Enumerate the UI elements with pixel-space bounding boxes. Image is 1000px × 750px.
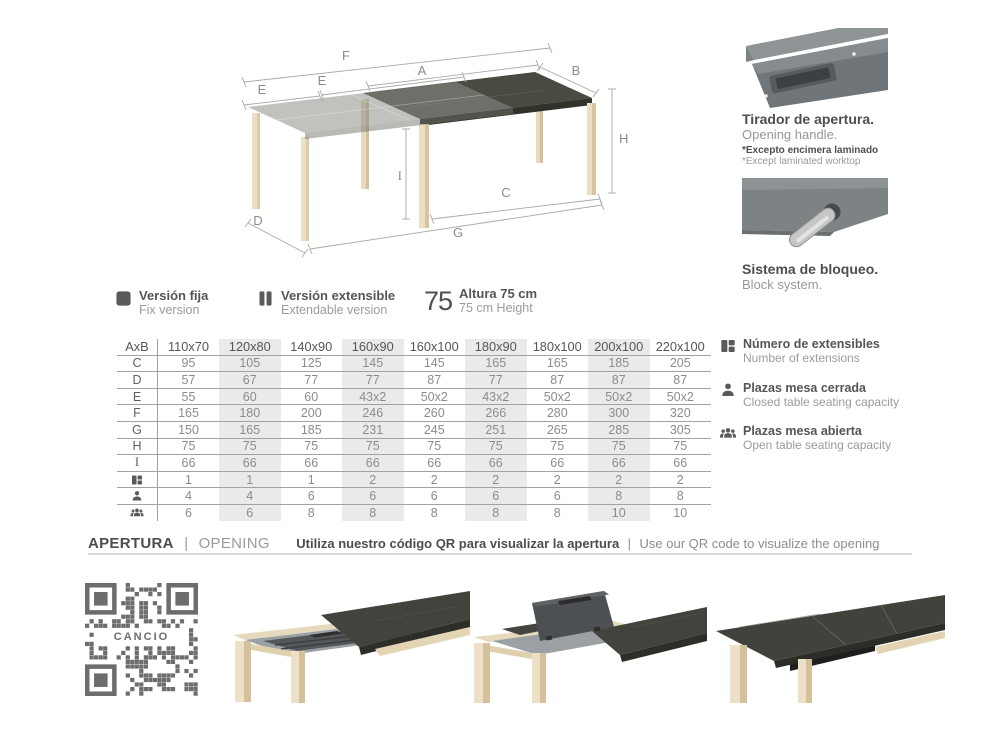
dim-label-A: A	[417, 63, 427, 78]
table-cell: 8	[588, 488, 650, 505]
table-cell: 185	[281, 421, 343, 438]
table-cell: 77	[465, 372, 527, 389]
block-system-title: Sistema de bloqueo.	[742, 261, 879, 277]
table-cell: 105	[219, 355, 281, 372]
closed-seats-subtitle: Closed table seating capacity	[743, 395, 900, 409]
table-cell: 8	[342, 504, 404, 520]
table-cell: 4	[158, 488, 220, 505]
table-cell: 50x2	[527, 388, 589, 405]
table-header-size: 220x100	[650, 339, 712, 355]
table-cell: 2	[650, 471, 712, 488]
table-header-size: 180x90	[465, 339, 527, 355]
opening-handle-note-es: *Excepto encimera laminado	[742, 145, 879, 156]
dim-label-G: G	[452, 225, 464, 240]
dim-label-C: C	[501, 185, 511, 200]
dim-label-E1: E	[257, 82, 267, 97]
table-cell: 260	[404, 405, 466, 422]
table-header-size: 180x100	[527, 339, 589, 355]
table-row	[117, 455, 711, 472]
extensions-icon	[131, 474, 143, 486]
table-cell: 66	[650, 455, 712, 472]
opening-step-3-photo	[700, 585, 945, 713]
extensible-version-icon	[257, 290, 274, 307]
table-row	[117, 488, 711, 505]
legend-extensible-version	[257, 289, 395, 317]
table-cell: 66	[404, 455, 466, 472]
extensions-icon	[117, 471, 158, 488]
table-cell: 75	[650, 438, 712, 455]
table-row	[117, 421, 711, 438]
opening-step-1-photo	[225, 585, 470, 713]
dim-label-B: B	[571, 63, 581, 78]
extensible-version-title: Versión extensible	[281, 288, 396, 303]
table-cell: 55	[158, 388, 220, 405]
table-cell: 8	[650, 488, 712, 505]
closed-seats-icon	[720, 382, 736, 398]
legend-height	[424, 287, 537, 315]
table-cell: 66	[281, 455, 343, 472]
table-cell: 185	[588, 355, 650, 372]
table-row	[117, 438, 711, 455]
table-cell: 2	[588, 471, 650, 488]
table-cell: 165	[219, 421, 281, 438]
table-cell: 66	[588, 455, 650, 472]
table-row	[117, 372, 711, 389]
table-cell: 6	[185, 505, 192, 520]
table-cell: 320	[650, 405, 712, 422]
table-cell: 2	[465, 471, 527, 488]
table-row	[117, 405, 711, 422]
table-cell: 6	[465, 488, 527, 505]
extensible-version-subtitle: Extendable version	[281, 303, 388, 317]
height-title: Altura 75 cm	[459, 286, 538, 301]
table-header-size: 120x80	[219, 339, 281, 355]
table-cell: 66	[465, 455, 527, 472]
table-cell: 300	[588, 405, 650, 422]
table-cell: 285	[588, 421, 650, 438]
table-cell: 280	[527, 405, 589, 422]
table-cell: 1	[219, 471, 281, 488]
table-cell: 50x2	[588, 388, 650, 405]
table-cell: 75	[158, 438, 220, 455]
dim-label-I: I	[397, 168, 402, 183]
table-cell: 231	[342, 421, 404, 438]
table-cell: 8	[307, 505, 315, 520]
spec-table	[117, 339, 711, 521]
row-label: D	[117, 372, 158, 389]
open-seats-subtitle: Open table seating capacity	[743, 438, 892, 452]
block-system-caption	[742, 262, 932, 292]
apertura-text-en: Use our QR code to visualize the opening	[639, 536, 880, 551]
height-subtitle: 75 cm Height	[459, 301, 533, 315]
open-seats-icon	[117, 504, 158, 520]
table-cell: 145	[404, 355, 466, 372]
legend-fixed-version	[115, 289, 208, 317]
table-cell: 6	[219, 504, 281, 520]
table-header-size: 200x100	[588, 339, 650, 355]
open-seats-title: Plazas mesa abierta	[743, 424, 862, 438]
table-cell: 2	[527, 471, 589, 488]
apertura-title-es: APERTURA	[88, 535, 174, 552]
row-label: H	[117, 438, 158, 455]
table-cell: 66	[527, 455, 589, 472]
dim-label-H: H	[619, 131, 629, 146]
table-cell: 75	[342, 438, 404, 455]
table-cell: 60	[281, 388, 343, 405]
table-cell: 66	[342, 455, 404, 472]
legend-extensions	[720, 337, 930, 365]
table-cell: 10	[673, 505, 688, 520]
table-cell: 75	[219, 438, 281, 455]
row-label: G	[117, 421, 158, 438]
opening-handle-caption	[742, 112, 932, 167]
apertura-heading	[88, 535, 948, 553]
table-cell: 10	[588, 504, 650, 520]
table-cell: 165	[465, 355, 527, 372]
table-cell: 200	[281, 405, 343, 422]
opening-step-2-photo	[462, 585, 710, 713]
table-cell: 77	[281, 372, 343, 389]
spec-table-wrap	[117, 339, 711, 521]
table-cell: 43x2	[342, 388, 404, 405]
dim-label-E2: E	[317, 73, 327, 88]
table-row	[117, 504, 711, 520]
opening-handle-subtitle: Opening handle.	[742, 127, 838, 142]
dim-label-F: F	[342, 48, 350, 63]
table-cell: 150	[158, 421, 220, 438]
table-cell: 95	[158, 355, 220, 372]
table-cell: 165	[527, 355, 589, 372]
extensions-subtitle: Number of extensions	[743, 351, 860, 365]
section-divider	[88, 553, 912, 555]
table-cell: 8	[553, 505, 561, 520]
table-cell: 251	[465, 421, 527, 438]
table-cell: 75	[281, 438, 343, 455]
fixed-version-icon	[115, 290, 132, 307]
table-cell: 66	[158, 455, 220, 472]
fixed-version-title: Versión fija	[139, 288, 209, 303]
table-cell: 6	[281, 488, 343, 505]
table-dimension-diagram	[200, 25, 660, 275]
dim-label-D: D	[253, 213, 263, 228]
qr-brand-text: CANCIO	[113, 630, 170, 643]
table-cell: 8	[430, 505, 438, 520]
open-seats-icon	[129, 506, 145, 519]
table-cell: 75	[588, 438, 650, 455]
closed-seats-title: Plazas mesa cerrada	[743, 381, 867, 395]
table-cell: 43x2	[465, 388, 527, 405]
table-cell: 2	[404, 471, 466, 488]
table-header-size: 110x70	[158, 339, 220, 355]
table-cell: 8	[465, 504, 527, 520]
legend-closed-seats	[720, 381, 930, 409]
table-cell: 4	[219, 488, 281, 505]
row-label: F	[117, 405, 158, 422]
fixed-version-subtitle: Fix version	[139, 303, 200, 317]
table-cell: 6	[527, 488, 589, 505]
apertura-text-es: Utiliza nuestro código QR para visualizar la apertura	[296, 536, 620, 551]
table-cell: 205	[650, 355, 712, 372]
opening-handle-photo	[742, 28, 888, 110]
table-cell: 165	[158, 405, 220, 422]
table-row	[117, 355, 711, 372]
table-cell: 1	[281, 471, 343, 488]
table-cell: 6	[404, 488, 466, 505]
row-label: I	[117, 455, 158, 472]
ghost-table	[248, 82, 513, 241]
table-header-row	[117, 339, 711, 355]
table-row	[117, 388, 711, 405]
table-cell: 87	[527, 372, 589, 389]
table-cell: 125	[281, 355, 343, 372]
table-cell: 50x2	[650, 388, 712, 405]
table-row	[117, 471, 711, 488]
row-label: C	[117, 355, 158, 372]
table-cell: 67	[219, 372, 281, 389]
closed-seats-icon	[117, 488, 158, 505]
extensions-icon	[720, 338, 736, 354]
table-cell: 50x2	[404, 388, 466, 405]
open-seats-icon	[720, 425, 736, 441]
row-label: E	[117, 388, 158, 405]
table-cell: 87	[650, 372, 712, 389]
table-cell: 60	[219, 388, 281, 405]
table-header-axb: AxB	[117, 339, 158, 355]
table-header-size: 160x90	[342, 339, 404, 355]
table-cell: 77	[342, 372, 404, 389]
apertura-title-en: OPENING	[198, 535, 270, 552]
table-cell: 1	[158, 471, 220, 488]
opening-handle-title: Tirador de apertura.	[742, 111, 875, 127]
table-cell: 87	[404, 372, 466, 389]
extensions-title: Número de extensibles	[743, 337, 880, 351]
table-cell: 87	[588, 372, 650, 389]
block-system-subtitle: Block system.	[742, 277, 823, 292]
table-cell: 66	[219, 455, 281, 472]
table-cell: 75	[404, 438, 466, 455]
table-cell: 180	[219, 405, 281, 422]
qr-code	[85, 583, 198, 696]
table-cell: 2	[342, 471, 404, 488]
table-cell: 246	[342, 405, 404, 422]
block-system-photo	[742, 178, 888, 260]
table-cell: 265	[527, 421, 589, 438]
table-cell: 266	[465, 405, 527, 422]
legend-open-seats	[720, 424, 930, 452]
table-header-size: 140x90	[281, 339, 343, 355]
table-cell: 75	[527, 438, 589, 455]
opening-handle-note-en: *Except laminated worktop	[742, 156, 861, 167]
table-cell: 305	[650, 421, 712, 438]
apertura-separator: |	[184, 535, 189, 552]
height-number: 75	[424, 286, 453, 316]
table-cell: 245	[404, 421, 466, 438]
table-cell: 75	[465, 438, 527, 455]
table-cell: 57	[158, 372, 220, 389]
closed-seats-icon	[131, 490, 143, 502]
table-header-size: 160x100	[404, 339, 466, 355]
apertura-text-separator: |	[627, 536, 632, 551]
table-cell: 145	[342, 355, 404, 372]
table-cell: 6	[342, 488, 404, 505]
